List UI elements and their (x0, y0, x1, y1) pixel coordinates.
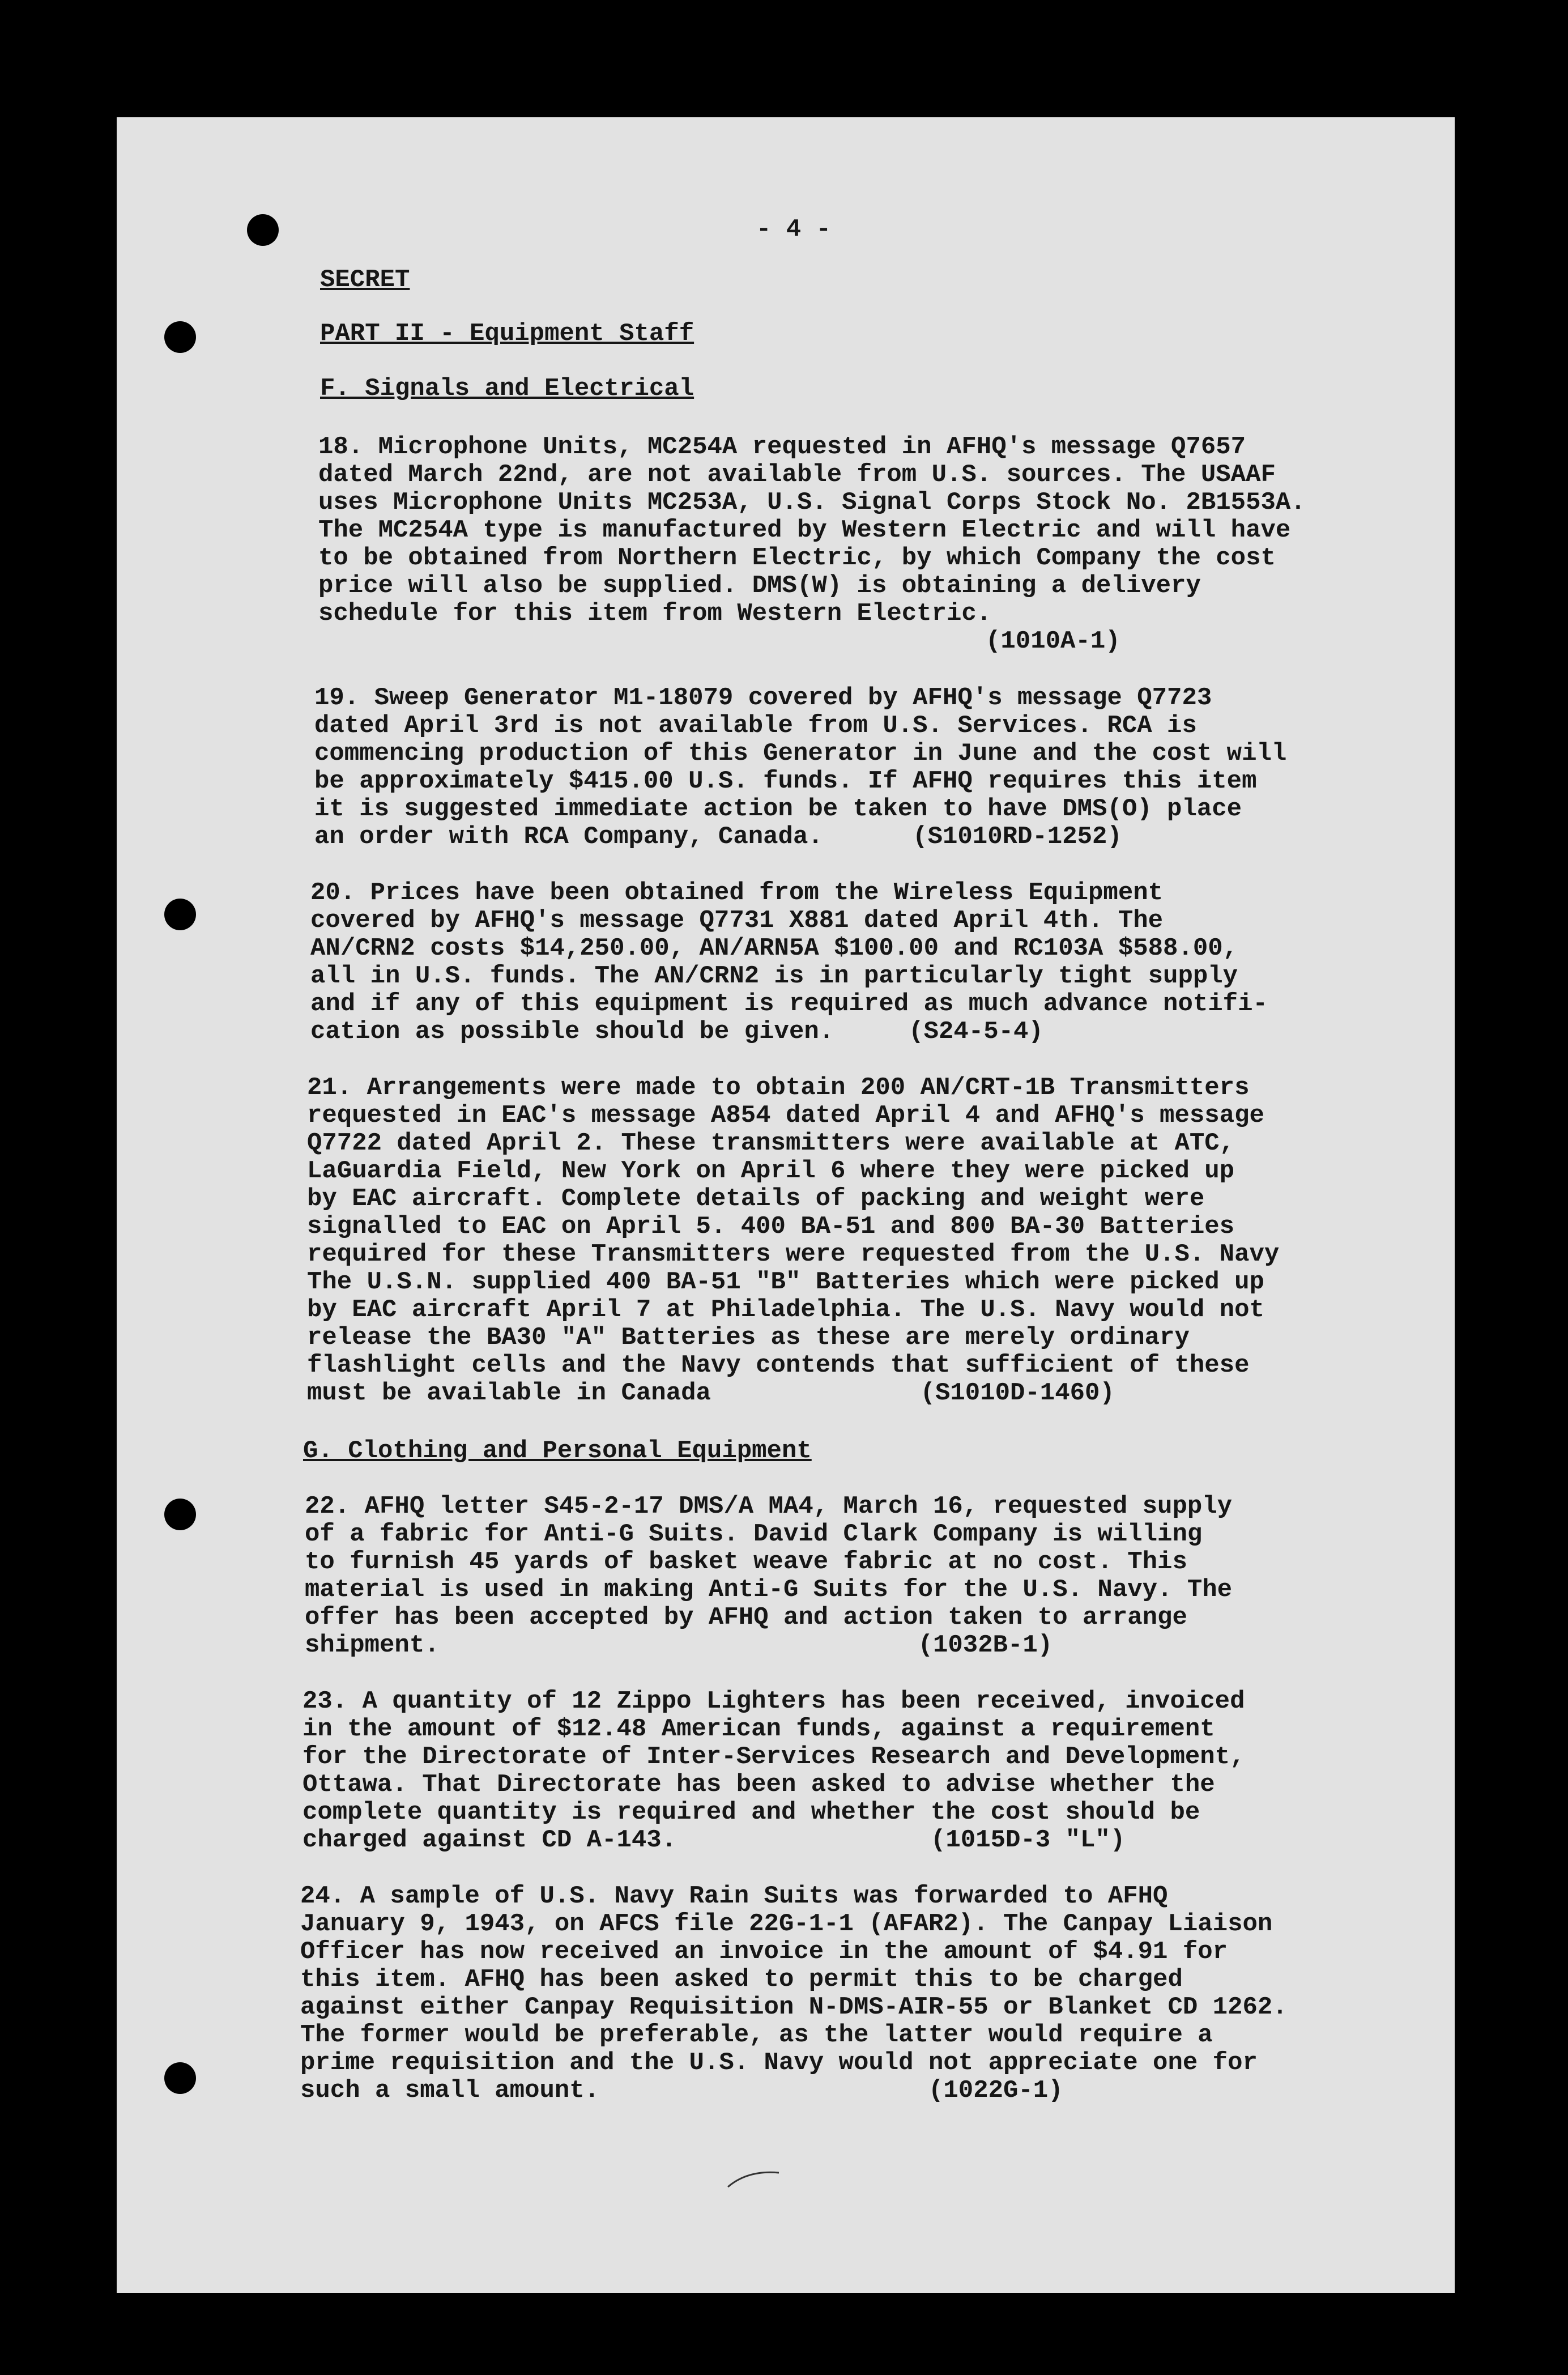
paragraph-line: dated March 22nd, are not available from U.S. sources. The USAAF (318, 461, 1276, 489)
paragraph-line: against either Canpay Requisition N-DMS-AIR-55 or Blanket CD 1262. (300, 1993, 1288, 2021)
paragraph-line: LaGuardia Field, New York on April 6 where they were picked up (307, 1157, 1235, 1185)
paragraph-line: 22. AFHQ letter S45-2-17 DMS/A MA4, March 16, requested supply (305, 1492, 1233, 1521)
paragraph-line: 19. Sweep Generator M1-18079 covered by AFHQ's message Q7723 (314, 684, 1212, 712)
paragraph-line: The former would be preferable, as the latter would require a (300, 2021, 1213, 2049)
paragraph-line: AN/CRN2 costs $14,250.00, AN/ARN5A $100.00 and RC103A $588.00, (310, 934, 1238, 963)
paragraph-line: 21. Arrangements were made to obtain 200 AN/CRT-1B Transmitters (307, 1074, 1250, 1102)
paragraph-line: flashlight cells and the Navy contends that sufficient of these (307, 1351, 1250, 1380)
paragraph-line: 24. A sample of U.S. Navy Rain Suits was forwarded to AFHQ (300, 1882, 1168, 1910)
paragraph-line: of a fabric for Anti-G Suits. David Clark Company is willing (305, 1520, 1203, 1548)
paragraph-line: an order with RCA Company, Canada. (S1010RD-1252) (314, 823, 1122, 851)
paragraph-line: must be available in Canada (S1010D-1460) (307, 1379, 1115, 1407)
paragraph-line: signalled to EAC on April 5. 400 BA-51 and 800 BA-30 Batteries (307, 1212, 1235, 1241)
paragraph-line: by EAC aircraft April 7 at Philadelphia. The U.S. Navy would not (307, 1296, 1264, 1324)
part-heading: PART II - Equipment Staff (320, 320, 694, 348)
page-number: - 4 - (756, 215, 832, 244)
paragraph-line: Ottawa. That Directorate has been asked to advise whether the (302, 1770, 1215, 1799)
binder-hole-1 (247, 214, 279, 246)
binder-hole-4 (164, 1499, 196, 1530)
paragraph-line: for the Directorate of Inter-Services Research and Development, (302, 1743, 1245, 1771)
file-reference: (1010A-1) (986, 627, 1120, 656)
paragraph-line: requested in EAC's message A854 dated April 4 and AFHQ's message (307, 1101, 1264, 1130)
paragraph-line: complete quantity is required and whether the cost should be (302, 1798, 1200, 1827)
paragraph-line: schedule for this item from Western Electric. (318, 599, 992, 628)
binder-hole-5 (164, 2062, 196, 2094)
paragraph-line: 18. Microphone Units, MC254A requested in AFHQ's message Q7657 (318, 433, 1246, 461)
binder-hole-3 (164, 899, 196, 930)
section-f-heading: F. Signals and Electrical (320, 374, 694, 403)
paragraph-line: release the BA30 "A" Batteries as these are merely ordinary (307, 1323, 1190, 1352)
paragraph-line: required for these Transmitters were requested from the U.S. Navy (307, 1240, 1280, 1269)
paragraph-line: 23. A quantity of 12 Zippo Lighters has been received, invoiced (302, 1687, 1245, 1716)
paragraph-line: price will also be supplied. DMS(W) is obtaining a delivery (318, 572, 1201, 600)
paragraph-line: The U.S.N. supplied 400 BA-51 "B" Batteries which were picked up (307, 1268, 1264, 1296)
paragraph-line: in the amount of $12.48 American funds, against a requirement (302, 1715, 1215, 1743)
paragraph-line: it is suggested immediate action be taken to have DMS(O) place (314, 795, 1242, 823)
paragraph-line: 20. Prices have been obtained from the Wireless Equipment (310, 879, 1164, 907)
paragraph-line: to be obtained from Northern Electric, by which Company the cost (318, 544, 1276, 572)
paragraph-line: commencing production of this Generator in June and the cost will (314, 739, 1287, 768)
paragraph-line: charged against CD A-143. (1015D-3 "L") (302, 1826, 1126, 1854)
paragraph-line: and if any of this equipment is required as much advance notifi- (310, 990, 1268, 1018)
paragraph-line: Officer has now received an invoice in the amount of $4.91 for (300, 1938, 1228, 1966)
paragraph-line: January 9, 1943, on AFCS file 22G-1-1 (AFAR2). The Canpay Liaison (300, 1910, 1273, 1938)
paragraph-line: material is used in making Anti-G Suits for the U.S. Navy. The (305, 1576, 1233, 1604)
binder-hole-2 (164, 321, 196, 353)
paragraph-line: all in U.S. funds. The AN/CRN2 is in particularly tight supply (310, 962, 1238, 990)
paragraph-line: Q7722 dated April 2. These transmitters were available at ATC, (307, 1129, 1235, 1157)
paragraph-line: shipment. (1032B-1) (305, 1631, 1053, 1659)
paragraph-line: be approximately $415.00 U.S. funds. If AFHQ requires this item (314, 767, 1257, 795)
paragraph-line: cation as possible should be given. (S24-5-4) (310, 1018, 1043, 1046)
paragraph-line: covered by AFHQ's message Q7731 X881 dated April 4th. The (310, 906, 1164, 935)
pencil-mark (725, 2164, 782, 2193)
paragraph-line: by EAC aircraft. Complete details of packing and weight were (307, 1185, 1205, 1213)
section-g-heading: G. Clothing and Personal Equipment (303, 1437, 812, 1465)
paragraph-line: this item. AFHQ has been asked to permit this to be charged (300, 1965, 1183, 1994)
paragraph-line: offer has been accepted by AFHQ and action taken to arrange (305, 1603, 1187, 1632)
paragraph-line: The MC254A type is manufactured by Western Electric and will have (318, 516, 1291, 544)
paragraph-line: such a small amount. (1022G-1) (300, 2076, 1063, 2105)
paragraph-line: to furnish 45 yards of basket weave fabric at no cost. This (305, 1548, 1187, 1576)
paragraph-line: prime requisition and the U.S. Navy would not appreciate one for (300, 2049, 1258, 2077)
paragraph-line: uses Microphone Units MC253A, U.S. Signal Corps Stock No. 2B1553A. (318, 488, 1306, 517)
classification-heading: SECRET (320, 266, 410, 294)
paragraph-line: dated April 3rd is not available from U.S. Services. RCA is (314, 712, 1197, 740)
